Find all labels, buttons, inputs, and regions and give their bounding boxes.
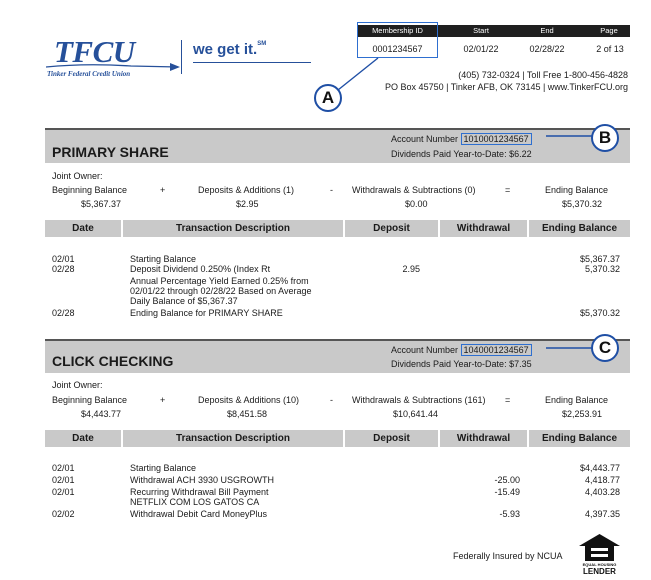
row-date: 02/01 <box>52 463 75 473</box>
col-ending-balance: Ending Balance <box>541 433 617 444</box>
row-description-cont: Annual Percentage Yield Earned 0.25% from <box>130 276 309 286</box>
minus-sign: - <box>330 395 333 405</box>
click-checking-header <box>45 339 630 373</box>
logo-divider <box>181 40 182 74</box>
membership-id-highlight <box>357 22 438 58</box>
account-number-label: Account Number <box>391 345 459 355</box>
row-description: Withdrawal Debit Card MoneyPlus <box>130 509 268 519</box>
withdrawals-label: Withdrawals & Subtractions (0) <box>352 185 476 195</box>
col-ending-balance: Ending Balance <box>541 223 617 234</box>
row-balance: $5,370.32 <box>579 308 620 318</box>
contact-phone: (405) 732-0324 | Toll Free 1-800-456-4828 <box>458 70 628 80</box>
primary-share-header <box>45 128 630 163</box>
row-balance: 4,403.28 <box>584 487 620 497</box>
row-date: 02/02 <box>52 509 75 519</box>
row-date: 02/01 <box>52 475 75 485</box>
equals-sign: = <box>505 395 511 405</box>
ending-balance-label: Ending Balance <box>545 185 609 195</box>
row-deposit: 2.95 <box>402 264 420 274</box>
row-balance: 5,370.32 <box>584 264 620 274</box>
equal-housing-house-icon <box>577 532 622 562</box>
withdrawals-value: $10,641.44 <box>393 409 439 419</box>
callout-c-connector <box>546 340 596 356</box>
row-balance: 4,418.77 <box>584 475 620 485</box>
col-date: Date <box>72 223 94 234</box>
row-balance: 4,397.35 <box>584 509 620 519</box>
ending-balance-label: Ending Balance <box>545 395 609 405</box>
col-withdrawal: Withdrawal <box>456 433 511 444</box>
beginning-balance-label: Beginning Balance <box>52 395 128 405</box>
row-withdrawal: -25.00 <box>494 475 520 485</box>
beginning-balance-value: $4,443.77 <box>81 409 122 419</box>
beginning-balance-label: Beginning Balance <box>52 185 128 195</box>
section-title: CLICK CHECKING <box>52 353 174 369</box>
membership-id-value: 0001234567 <box>372 44 423 54</box>
col-withdrawal: Withdrawal <box>456 223 511 234</box>
row-description-cont: 02/01/22 through 02/28/22 Based on Average <box>130 286 312 296</box>
equals-sign: = <box>505 185 511 195</box>
row-description: Withdrawal ACH 3930 USGROWTH <box>130 475 275 485</box>
callout-b: B <box>591 124 619 152</box>
ending-balance-value: $5,370.32 <box>562 199 603 209</box>
primary-column-header <box>45 220 630 237</box>
row-description: Deposit Dividend 0.250% (Index Rt <box>130 264 271 274</box>
deposits-label: Deposits & Additions (1) <box>198 185 295 195</box>
row-date: 02/28 <box>52 264 75 274</box>
row-description: Starting Balance <box>130 254 197 264</box>
deposits-value: $2.95 <box>236 199 259 209</box>
end-date-value: 02/28/22 <box>529 44 565 54</box>
row-description-cont: Daily Balance of $5,367.37 <box>130 296 238 306</box>
ncua-notice: Federally Insured by NCUA <box>453 551 563 561</box>
dividends-ytd: Dividends Paid Year-to-Date: $7.35 <box>391 359 532 369</box>
row-balance: $5,367.37 <box>579 254 620 264</box>
account-number: 1010001234567 <box>461 133 532 145</box>
row-description: Ending Balance for PRIMARY SHARE <box>130 308 283 318</box>
joint-owner-label: Joint Owner: <box>52 380 103 390</box>
withdrawals-label: Withdrawals & Subtractions (161) <box>352 395 486 405</box>
deposits-value: $8,451.58 <box>227 409 268 419</box>
dividends-ytd: Dividends Paid Year-to-Date: $6.22 <box>391 149 532 159</box>
deposits-label: Deposits & Additions (10) <box>198 395 300 405</box>
row-date: 02/01 <box>52 254 75 264</box>
account-number: 1040001234567 <box>461 344 532 356</box>
col-date: Date <box>72 433 94 444</box>
row-date: 02/28 <box>52 308 75 318</box>
row-withdrawal: -5.93 <box>499 509 520 519</box>
tagline-underline <box>193 62 311 63</box>
joint-owner-label: Joint Owner: <box>52 171 103 181</box>
row-balance: $4,443.77 <box>579 463 620 473</box>
withdrawals-value: $0.00 <box>405 199 428 209</box>
row-date: 02/01 <box>52 487 75 497</box>
plus-sign: + <box>160 395 166 405</box>
row-withdrawal: -15.49 <box>494 487 520 497</box>
logo-subtitle: Tinker Federal Credit Union <box>47 70 131 78</box>
row-description-cont: NETFLIX COM LOS GATOS CA <box>130 497 260 507</box>
end-label: End <box>540 26 554 35</box>
account-number-line <box>391 134 532 144</box>
account-number-line <box>391 345 532 355</box>
contact-info <box>340 69 628 93</box>
row-description: Starting Balance <box>130 463 197 473</box>
plus-sign: + <box>160 185 166 195</box>
callout-c: C <box>591 334 619 362</box>
logo-tagline: we get it.℠ <box>193 41 267 58</box>
tfcu-logo <box>46 34 316 84</box>
col-deposit: Deposit <box>373 433 410 444</box>
col-description: Transaction Description <box>176 433 290 444</box>
row-description: Recurring Withdrawal Bill Payment <box>130 487 269 497</box>
start-date-value: 02/01/22 <box>463 44 499 54</box>
callout-b-connector <box>546 126 596 142</box>
page-value: 2 of 13 <box>596 44 624 54</box>
logo-name: TFCU <box>54 34 135 69</box>
equal-housing-bottom: LENDER <box>583 567 616 576</box>
page-label: Page <box>600 26 618 35</box>
ending-balance-value: $2,253.91 <box>562 409 603 419</box>
col-deposit: Deposit <box>373 223 410 234</box>
start-label: Start <box>473 26 489 35</box>
beginning-balance-value: $5,367.37 <box>81 199 122 209</box>
col-description: Transaction Description <box>176 223 290 234</box>
section-title: PRIMARY SHARE <box>52 144 169 160</box>
minus-sign: - <box>330 185 333 195</box>
equal-housing-lender-logo <box>577 532 622 576</box>
contact-address: PO Box 45750 | Tinker AFB, OK 73145 | www.TinkerFCU.org <box>385 82 628 92</box>
checking-column-header <box>45 430 630 447</box>
callout-a: A <box>314 84 342 112</box>
account-number-label: Account Number <box>391 134 459 144</box>
membership-id-label: Membership ID <box>372 26 423 35</box>
equal-housing-top: EQUAL HOUSING <box>582 562 617 567</box>
